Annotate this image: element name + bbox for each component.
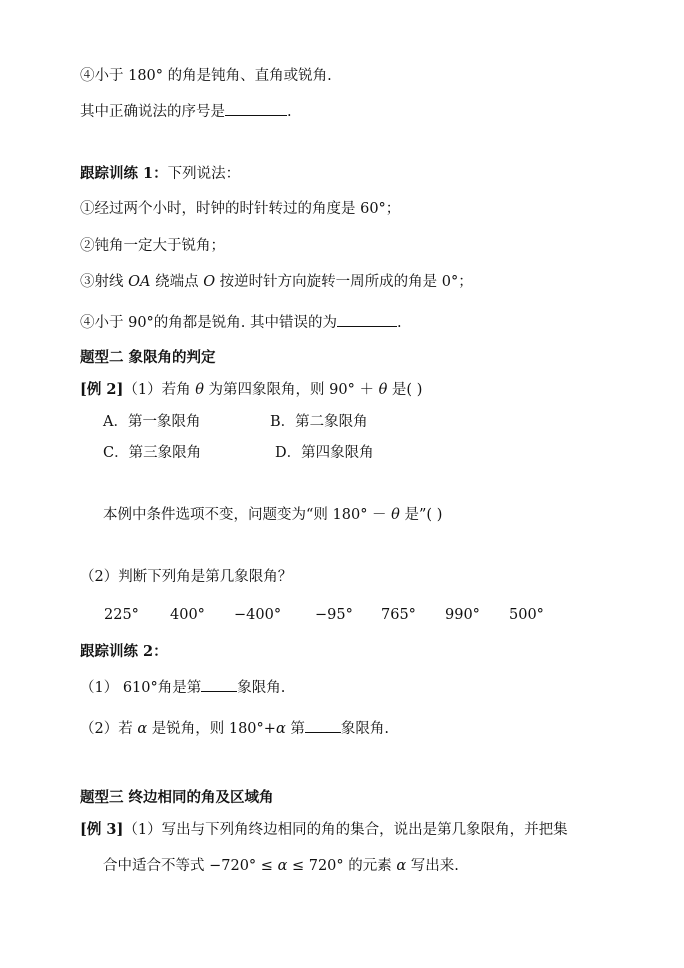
statement-4: ④小于 180° 的角是钝角、直角或锐角. (80, 68, 332, 84)
answer-blank[interactable] (225, 101, 287, 116)
practice-2-blank-1[interactable] (201, 677, 237, 692)
example-2-question-1: [例 2]（1）若角 θ 为第四象限角，则 90° ＋ θ 是( ) (80, 381, 423, 398)
option-b: B．第二象限角 (270, 414, 368, 430)
example-2-question-2: （2）判断下列角是第几象限角？ (80, 569, 293, 585)
type-2-heading: 题型二 象限角的判定 (80, 349, 216, 366)
angle-value: 990° (445, 607, 480, 623)
angle-value: 500° (509, 607, 544, 623)
type-3-heading: 题型三 终边相同的角及区域角 (80, 789, 274, 806)
practice-1-heading: 跟踪训练 1：下列说法： (80, 165, 241, 182)
option-d: D．第四象限角 (275, 445, 374, 461)
angle-list (0, 605, 684, 625)
angle-value: −400° (234, 607, 282, 623)
angle-value: 765° (381, 607, 416, 623)
practice-1-statement-3: ③射线 OA 绕端点 O 按逆时针方向旋转一周所成的角是 0°； (80, 274, 473, 290)
practice-1-statement-4: ④小于 90°的角都是锐角. 其中错误的为 . (80, 312, 402, 333)
example-2-variant: 本例中条件选项不变，问题变为“则 180° － θ 是”( ) (103, 507, 443, 523)
angle-value: 400° (170, 607, 205, 623)
example-3-question-1-continued: 合中适合不等式 −720° ≤ α ≤ 720° 的元素 α 写出来. (103, 858, 459, 874)
practice-2-question-1: （1） 610°角是第 象限角. (80, 677, 285, 698)
angle-value: 225° (104, 607, 139, 623)
angle-value: −95° (315, 607, 353, 623)
example-3-question-1: [例 3]（1）写出与下列角终边相同的角的集合，说出是第几象限角，并把集 (80, 821, 568, 838)
option-a: A．第一象限角 (103, 414, 201, 430)
practice-1-statement-1: ①经过两个小时，时钟的时针转过的角度是 60°； (80, 201, 401, 217)
practice-2-heading: 跟踪训练 2： (80, 643, 168, 660)
practice-2-blank-2[interactable] (305, 718, 341, 733)
practice-2-question-2: （2）若 α 是锐角，则 180°+α 第 象限角. (80, 718, 389, 739)
practice-1-blank[interactable] (337, 312, 397, 327)
answer-line: 其中正确说法的序号是 . (80, 101, 292, 122)
option-c: C．第三象限角 (103, 445, 202, 461)
practice-1-statement-2: ②钝角一定大于锐角； (80, 238, 225, 254)
